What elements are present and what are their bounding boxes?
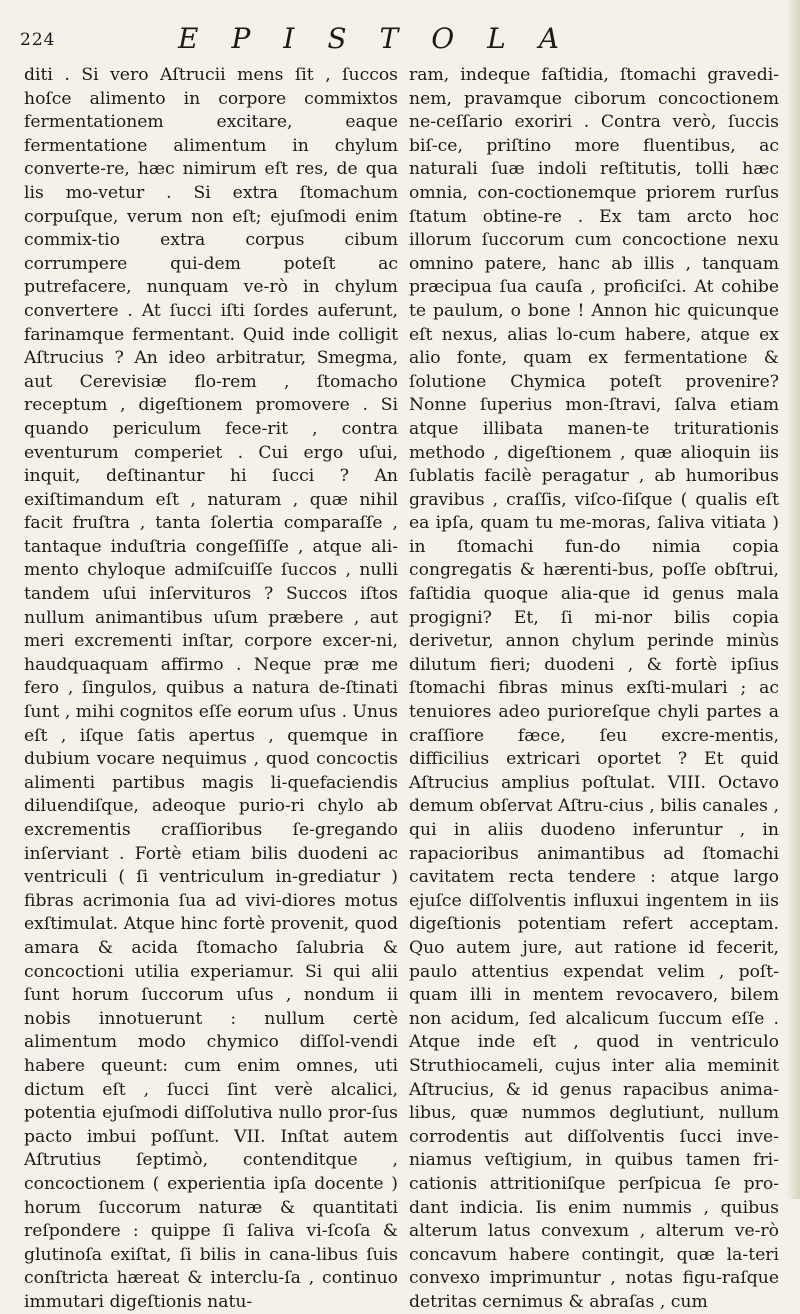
right-column	[409, 64, 779, 1314]
left-column	[24, 64, 398, 1314]
left-column-text: diti . Si vero Aſtrucii mens ſit , ſuccos hoſce alimento in corpore commixtos fermentationem excitare, eaque fermentatione alimentum in chylum converte-re, hæc nimirum eſt res, de qua lis mo-vetur . Si extra ſtomachum corpuſque, verum non eſt; ejuſmodi enim commix-tio extra corpus cibum corrumpere qui-dem poteſt ac putrefacere, nunquam ve-rò in chylum convertere . At ſucci iſti ſordes auferunt, farinamque fermentant. Quid inde colligit Aſtrucius ? An ideo arbitratur, Smegma, aut Cerevisiæ flo-rem , ſtomacho receptum , digeſtionem promovere . Si quando periculum fece-rit , contra eventurum comperiet . Cui ergo uſui, inquit, deſtinantur hi ſucci ? An exiſtimandum eſt , naturam , quæ nihil facit fruſtra , tanta ſolertia comparaſſe , tantaque induſtria congeſſiſſe , atque ali-mento chyloque admiſcuiſſe ſuccos , nulli tandem uſui inſervituros ? Succos iſtos nullum animantibus uſum præbere , aut meri excrementi inſtar, corpore excer-ni, haudquaquam affirmo . Neque præ me fero , ſingulos, quibus a natura de-ſtinati ſunt , mihi cognitos eſſe eorum uſus . Unus eſt , iſque ſatis apertus , quemque in dubium vocare nequimus , quod concoctis alimenti partibus magis li-quefaciendis diluendiſque, adeoque purio-ri chylo ab excrementis craſſioribus ſe-gregando inſerviant . Fortè etiam bilis duodeni ac ventriculi ( ſi ventriculum in-grediatur ) fibras acrimonia ſua ad vivi-diores motus exſtimulat. Atque hinc fortè provenit, quod amara & acida ſtomacho ſalubria & concoctioni utilia experiamur. Si qui alii ſunt horum ſuccorum uſus , nondum ii nobis innotuerunt : nullum certè alimentum modo chymico diſſol-vendi habere queunt: cum enim omnes, uti dictum eſt , ſucci ſint verè alcalici, potentia ejuſmodi diſſolutiva nullo pror-ſus pacto imbui poſſunt. VII. Inſtat autem Aſtrutius ſeptimò, contenditque , concoctionem ( experientia ipſa docente ) horum ſuccorum naturæ & quantitati reſpondere : quippe ſi ſaliva vi-ſcoſa & glutinoſa exiſtat, ſi bilis in cana-libus ſuis conſtricta hæreat & interclu-ſa , continuo immutari digeſtionis natu-	[24, 65, 398, 1312]
right-column-text: ram, indeque faſtidia, ſtomachi gravedi-nem, pravamque ciborum concoctionem ne-ceſſario exoriri . Contra verò, ſuccis biſ-ce, priſtino more fluentibus, ac naturali ſuæ indoli reſtitutis, tolli hæc omnia, con-coctionemque priorem rurſus ſtatum obtine-re . Ex tam arcto hoc illorum ſuccorum cum concoctione nexu omnino patere, hanc ab illis , tanquam præcipua ſua cauſa , proficiſci. At cohibe te paulum, o bone ! Annon hic quicunque eſt nexus, alias lo-cum habere, atque ex alio fonte, quam ex fermentatione & ſolutione Chymica poteſt provenire? Nonne ſuperius mon-ſtravi, ſalva etiam atque illibata manen-te triturationis methodo , digeſtionem , quæ alioquin iis ſublatis facilè peragatur , ab humoribus gravibus , craſſis, viſco-ſiſque ( qualis eſt ea ipſa, quam tu me-moras, ſaliva vitiata ) in ſtomachi fun-do nimia copia congregatis & hærenti-bus, poſſe obſtrui, faſtidia quoque alia-que id genus mala progigni? Et, ſi mi-nor bilis copia derivetur, annon chylum perinde minùs dilutum fieri; duodeni , & fortè ipſius ſtomachi fibras minus exſti-mulari ; ac tenuiores adeo purioreſque chyli partes a craſſiore fæce, ſeu excre-mentis, difficilius extricari oportet ? Et quid Aſtrucius amplius poſtulat. VIII. Octavo demum obſervat Aſtru-cius , bilis canales , qui in aliis duodeno inferuntur , in rapacioribus animantibus ad ſtomachi cavitatem recta tendere : atque largo ejuſce diſſolventis influxui ingentem in iis digeſtionis potentiam refert acceptam. Quo autem jure, aut ratione id fecerit, paulo attentius expendat velim , poſt-quam illi in mentem revocavero, bilem non acidum, ſed alcalicum ſuccum eſſe . Atque inde eſt , quod in ventriculo Struthiocameli, cujus inter alia meminit Aſtrucius, & id genus rapacibus anima-libus, quæ nummos deglutiunt, nullum corrodentis aut diſſolventis ſucci inve-niamus veſtigium, in quibus tamen fri-cationis attritioniſque perſpicua ſe pro-dant indicia. Iis enim nummis , quibus alterum latus convexum , alterum ve-rò concavum habere contingit, quæ la-teri convexo imprimuntur , notas figu-raſque detritas cernimus & abraſas , cum	[409, 65, 779, 1312]
page-number: 224	[20, 30, 56, 50]
running-title: EPISTOLA	[178, 22, 592, 55]
page-edge-shadow	[786, 0, 800, 1199]
page-header	[0, 22, 800, 62]
